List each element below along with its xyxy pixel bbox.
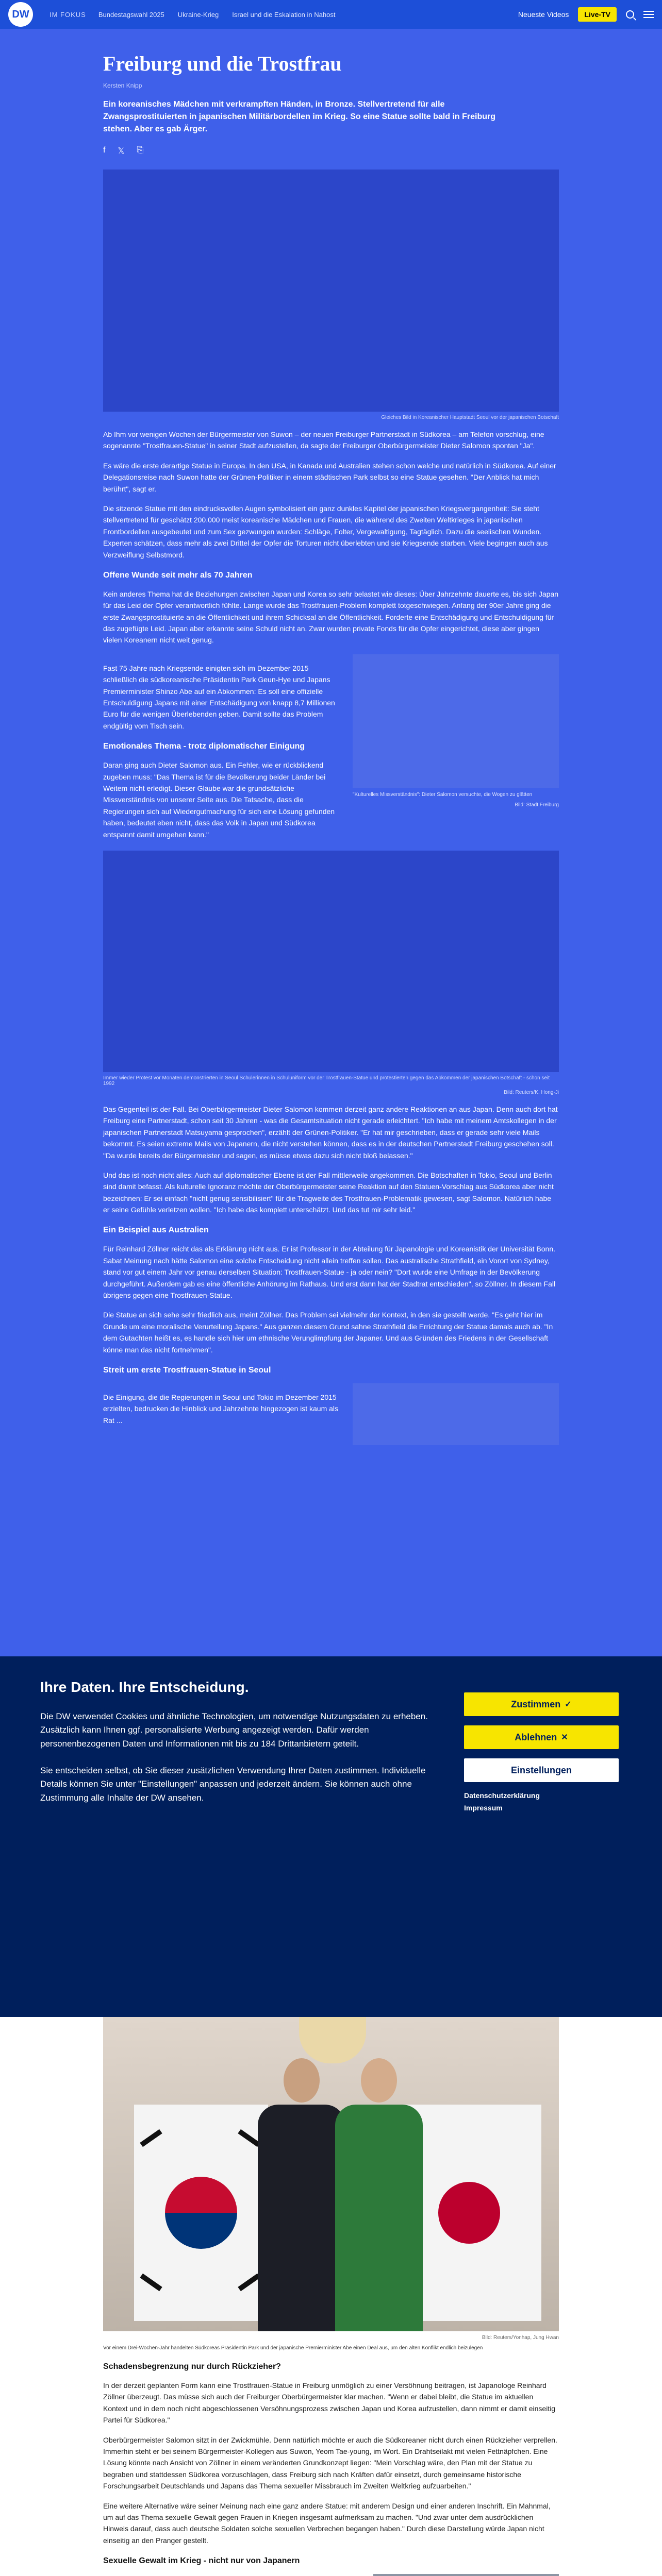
paragraph: Eine weitere Alternative wäre seiner Meinung nach eine ganz andere Statue: mit anderem Design und einer anderen Inschrift. Ein Mahnmal, um auf das Thema sexuelle Gewalt gegen Frauen in Kriegen insgesamt aufmerksam zu machen. "Und zwar unter dem ausdrücklichen Hinweis darauf, dass auch deutsche Soldaten solche sexuellen Verbrechen begangen haben." Durch diese Darstellung würde Japan nicht einseitig an den Pranger gestellt. [103, 2501, 551, 2545]
dw-logo[interactable]: DW [8, 2, 33, 27]
subheading: Ein Beispiel aus Australien [103, 1226, 209, 1235]
paragraph: Fast 75 Jahre nach Kriegsende einigten sich im Dezember 2015 schließlich die südkoreanische Präsidentin Park Geun-Hye und Japans Premierminister Shinzo Abe auf ein Abkommen: Es soll eine offizielle Entschuldigung Japans mit einer Entschädigung von knapp 8,7 Millionen Euro für die wenigen Überlebenden geben. Damit sollte das Problem endgültig vom Tisch sein. [103, 664, 335, 730]
imprint-link[interactable]: Impressum [464, 1804, 503, 1812]
nav-right [518, 7, 654, 22]
latest-videos-link[interactable]: Neueste Videos [518, 10, 569, 19]
paragraph: Das Gegenteil ist der Fall. Bei Oberbürgermeister Dieter Salomon kommen derzeit ganz andere Reaktionen an aus Japan. Denn auch dort hat Freiburg eine Partnerstadt, schon seit 30 Jahren - was die Gesamtsituation nicht gerade erleichtert. "Ich habe mit meinem Amtskollegen in der japanischen Partnerstadt Matsuyama gesprochen", erzählt der Grünen-Politiker. "Er hat mir geschrieben, dass er gerade sehr viele Mails bekommt. Es seien extreme Mails von Japanern, die nicht verstehen können, dass es in der deutschen Partnerstadt Freiburg geschehen soll. "Da wurde bereits der Bürgermeister und sagen, es müsse etwas dazu sich nicht bloß belassen." [103, 1105, 558, 1160]
abe-hiroshima-photo [373, 2574, 559, 2576]
photo-credit: Bild: Reuters/Yonhap, Jung Hwan [482, 2335, 559, 2341]
accept-button[interactable] [464, 1692, 619, 1716]
nav-focus-label: IM FOKUS [49, 10, 86, 19]
person-abe [258, 2058, 345, 2331]
consent-text-2: Sie entscheiden selbst, ob Sie dieser zusätzlichen Verwendung Ihrer Daten zustimmen. Individuelle Details können Sie unter "Einstellungen" anpassen und jederzeit ändern. Sie können auch ohne Zustimmung alle Inhalte der DW ansehen. [40, 1766, 426, 1803]
subheading: Streit um erste Trostfrauen-Statue in Seoul [103, 1365, 271, 1375]
paragraph: In der derzeit geplanten Form kann eine Trostfrauen-Statue in Freiburg unmöglich zu einer Versöhnung beitragen, ist Japanologe Reinhard Zöllner überzeugt. Das müsse sich auch der Freiburger Oberbürgermeister klar machen. "Wenn er dabei bleibt, die Statue im aktuellen Kontext und in dem noch nicht abgeschlossenen Versöhnungsprozess zwischen Japan und Korea aufzustellen, dann nimmt er damit einseitig Partei für Südkorea." [103, 2381, 556, 2425]
menu-icon[interactable] [643, 11, 654, 18]
paragraph: Die Statue an sich sehe sehr friedlich aus, meint Zöllner. Das Problem sei vielmehr der Kontext, in den sie gestellt werde. "Es geht hier im Grunde um eine moralische Verurteilung Japans." Aus ganzen diesem Grund sahne Strathfield die Errichtung der Statue damals auch ab. "In dem Gutachten heißt es, es handle sich hier um ethnische Verunglimpfung der Japaner. Und aus Gründen des Friedens in der Gesellschaft könne man das nicht fortnehmen". [103, 1311, 553, 1354]
article-title: Freiburg und die Trostfrau [103, 52, 342, 75]
paragraph: Oberbürgermeister Salomon sitzt in der Zwickmühle. Denn natürlich möchte er auch die Südkoreaner nicht durch einen Rückzieher verprellen. Immerhin steht er bei seinem Bürgermeister-Kollegen aus Suwon, Yeom Tae-young, im Wort. Ein Drahtseilakt mit vielen Fettnäpfchen. Eine Lösung könnte nach Ansicht von Zöllner in einem veränderten Grundkonzept liegen: "Mein Vorschlag wäre, den Plan mit der Statue zu begraben und stattdessen Südkorea vorzuschlagen, dass Freiburg sich nach Kräften dafür einsetzt, durch gemeinsame historische Forschungsarbeit Deutschlands und Japans das Thema sexueller Missbrauch im Zweiten Weltkrieg aufzuarbeiten." [103, 2435, 557, 2490]
reject-button[interactable] [464, 1725, 619, 1749]
facebook-icon[interactable]: f [103, 146, 106, 155]
link-icon[interactable]: ⎘ [137, 146, 144, 155]
live-tv-button[interactable]: Live-TV [578, 7, 617, 22]
paragraph [103, 2574, 358, 2576]
privacy-link[interactable]: Datenschutzerklärung [464, 1791, 540, 1800]
accept-label: Zustimmen [511, 1699, 561, 1709]
salomon-portrait [353, 654, 559, 788]
row-with-right-photo [103, 2574, 559, 2576]
article-content [103, 29, 559, 1445]
article-lead: Ein koreanisches Mädchen mit verkrampften Händen, in Bronze. Stellvertretend für alle Zwangsprostituierten in japanischen Militärbordellen im Krieg. So eine Statue sollte bald in Freiburg stehen. Aber es gab Ärger. [103, 100, 496, 133]
consent-title: Ihre Daten. Ihre Entscheidung. [40, 1679, 249, 1695]
protest-image [103, 851, 559, 1072]
top-navigation [0, 0, 662, 29]
subheading: Emotionales Thema - trotz diplomatischer Einigung [103, 742, 305, 751]
reject-label: Ablehnen [515, 1732, 557, 1742]
subheading: Offene Wunde seit mehr als 70 Jahren [103, 570, 253, 580]
close-icon: ✕ [561, 1733, 568, 1742]
side-credit: Bild: Stadt Freiburg [515, 802, 559, 808]
protest-caption: Immer wieder Protest vor Monaten demonstrierten in Seoul Schülerinnen in Schuluniform vor der Trostfrauen-Statue und protestierten gegen das Abkommen der japanischen Botschaft - schon seit 1992 [103, 1075, 550, 1087]
korean-flag [134, 2105, 268, 2321]
nav-item-ukraine[interactable]: Ukraine-Krieg [177, 10, 219, 19]
subheading: Sexuelle Gewalt im Krieg - nicht nur von Japanern [103, 2556, 300, 2566]
share-bar [103, 146, 559, 156]
side-caption: "Kulturelles Missverständnis": Dieter Salomon versuchte, die Wogen zu glätten [353, 791, 533, 798]
consent-text: Die DW verwendet Cookies und ähnliche Technologien, um notwendige Nutzungsdaten zu erheben. Zusätzlich kann Ihnen ggf. personalisierte Werbung angezeigt werden. Dafür werden personenbezogenen Daten und Informationen mit bis zu 184 Drittanbietern geteilt. [40, 1711, 428, 1749]
protest-credit: Bild: Reuters/K. Hong-Ji [504, 1089, 559, 1095]
x-icon[interactable]: 𝕏 [118, 147, 125, 156]
nav-item-bundestagswahl[interactable]: Bundestagswahl 2025 [98, 10, 164, 19]
byline[interactable]: Kersten Knipp [103, 82, 142, 89]
paragraph: Daran ging auch Dieter Salomon aus. Ein Fehler, wie er rückblickend zugeben muss: "Das Thema ist für die Bevölkerung beider Länder bei Weitem nicht erledigt. Dieser Glaube war die grundsätzliche Missverständnis von unserer Seite aus. Die Tatsache, dass die Regierungen sich auf Wiedergutmachung für sich eine Lösung gefunden haben, bedeutet eben nicht, dass das Volk in Japan und Südkorea entspannt damit umgehen kann." [103, 761, 335, 839]
person-park [335, 2058, 423, 2331]
paragraph: Und das ist noch nicht alles: Auch auf diplomatischer Ebene ist der Fall mittlerweile angekommen. Die Botschaften in Tokio, Seoul und Berlin sind damit befasst. Als kulturelle Ignoranz möchte der Oberbürgermeister seine Reaktion auf den Statuen-Vorschlag aus Südkorea aber nicht bezeichnen: Er sei einfach "nicht genug sensibilisiert" für die Tragweite des Trostfrauen-Problematik gewesen, sagt Salomon. Natürlich habe er seine Gefühle verletzen wollen. "Ich habe das komplett unterschätzt. Und das tut mir sehr leid." [103, 1171, 554, 1214]
consent-banner [0, 1656, 662, 2017]
leaders-photo [103, 2017, 559, 2331]
nav-item-nahost[interactable]: Israel und die Eskalation in Nahost [232, 10, 336, 19]
hero-image [103, 170, 559, 412]
article-content-lower [103, 2017, 559, 2576]
paragraph: Die Einigung, die die Regierungen in Seoul und Tokio im Dezember 2015 erzielten, bedrucken die Hinblick und Jahrzehnte hingezogen ist kaum als Rat ... [103, 1393, 339, 1425]
check-icon: ✓ [565, 1700, 572, 1709]
photo-caption: Vor einem Drei-Wochen-Jahr handelten Südkoreas Präsidentin Park und der japanische Premierminister Abe einen Deal aus, um den alten Konflikt endlich beizulegen [103, 2345, 483, 2351]
paragraph: Für Reinhard Zöllner reicht das als Erklärung nicht aus. Er ist Professor in der Abteilung für Japanologie und Koreanistik der Universität Bonn. Sabat Meinung nach hätte Salomon eine solche Entscheidung nicht allein treffen sollen. Das australische Strathfield, ein Vorort von Sydney, stand vor gut einem Jahr vor genau derselben Situation: Trostfrauen-Statue - ja oder nein? "Dort wurde eine Umfrage in der Bevölkerung durchgeführt. Außerdem gab es eine öffentliche Anhörung im Rathaus. Und erst dann hat der Stadtrat entschieden", so Zöllner. In diesem Fall übrigens gegen eine Trostfrauen-Statue. [103, 1245, 556, 1300]
consent-buttons [464, 1692, 619, 1816]
row-with-side-image [103, 1383, 559, 1445]
statue-image [353, 1383, 559, 1445]
paragraph: Die sitzende Statue mit den eindrucksvollen Augen symbolisiert ein ganz dunkles Kapitel der japanischen Kriegsvergangenheit: Sie steht stellvertretend für geschätzt 200.000 meist koreanische Mädchen und Frauen, die während des Zweiten Weltkrieges in japanischen Frontbordellen ausgebeutet und zum Sex gezwungen wurden: Schläge, Folter, Vergewaltigung, Tagtäglich. Dazu die seelischen Wunden. Experten schätzen, dass mehr als zwei Drittel der Opfer die Torturen nicht überlebten und sie Kriegsende starben. Viele begingen auch aus Verzweiflung Selbstmord. [103, 504, 548, 559]
settings-button[interactable]: Einstellungen [464, 1758, 619, 1782]
paragraph: Ab Ihm vor wenigen Wochen der Bürgermeister von Suwon – der neuen Freiburger Partnerstadt in Südkorea – am Telefon vorschlug, eine sogenannte "Trostfrauen-Statue" in seiner Stadt aufzustellen, da sagte der Freiburger Oberbürgermeister Dieter Salomon spontan "Ja". [103, 430, 544, 450]
row-with-side-image [103, 654, 559, 840]
subheading: Schadensbegrenzung nur durch Rückzieher? [103, 2362, 281, 2371]
hero-caption: Gleiches Bild in Koreanischer Hauptstadt Seoul vor der japanischen Botschaft [381, 415, 559, 420]
search-icon[interactable] [626, 10, 634, 19]
paragraph: Kein anderes Thema hat die Beziehungen zwischen Japan und Korea so sehr belastet wie dieses: Über Jahrzehnte dauerte es, bis sich Japan für das Leid der Opfer verantwortlich fühlte. Lange wurde das Trostfrauen-Problem komplett totgeschwiegen. Anfang der 90er Jahre ging die erste Zwangsprostituierte an die Öffentlichkeit und ihrem Schicksal an die Öffentlichkeit. Forderte eine Entschädigung und Entschuldigung für das zugefügte Leid. Japan aber erkannte seine Schuld nicht an. Zwar wurden private Fonds für die Opfer eingerichtet, diese aber gingen vielen Koreanern nicht weit genug. [103, 589, 559, 645]
paragraph: Es wäre die erste derartige Statue in Europa. In den USA, in Kanada und Australien stehen schon welche und natürlich in Südkorea. Auf einer Delegationsreise nach Suwon hatte der Grünen-Politiker in einem städtischen Park selbst so eine Statue gesehen. "Der Anblick hat mich berührt", sagt er. [103, 461, 556, 493]
